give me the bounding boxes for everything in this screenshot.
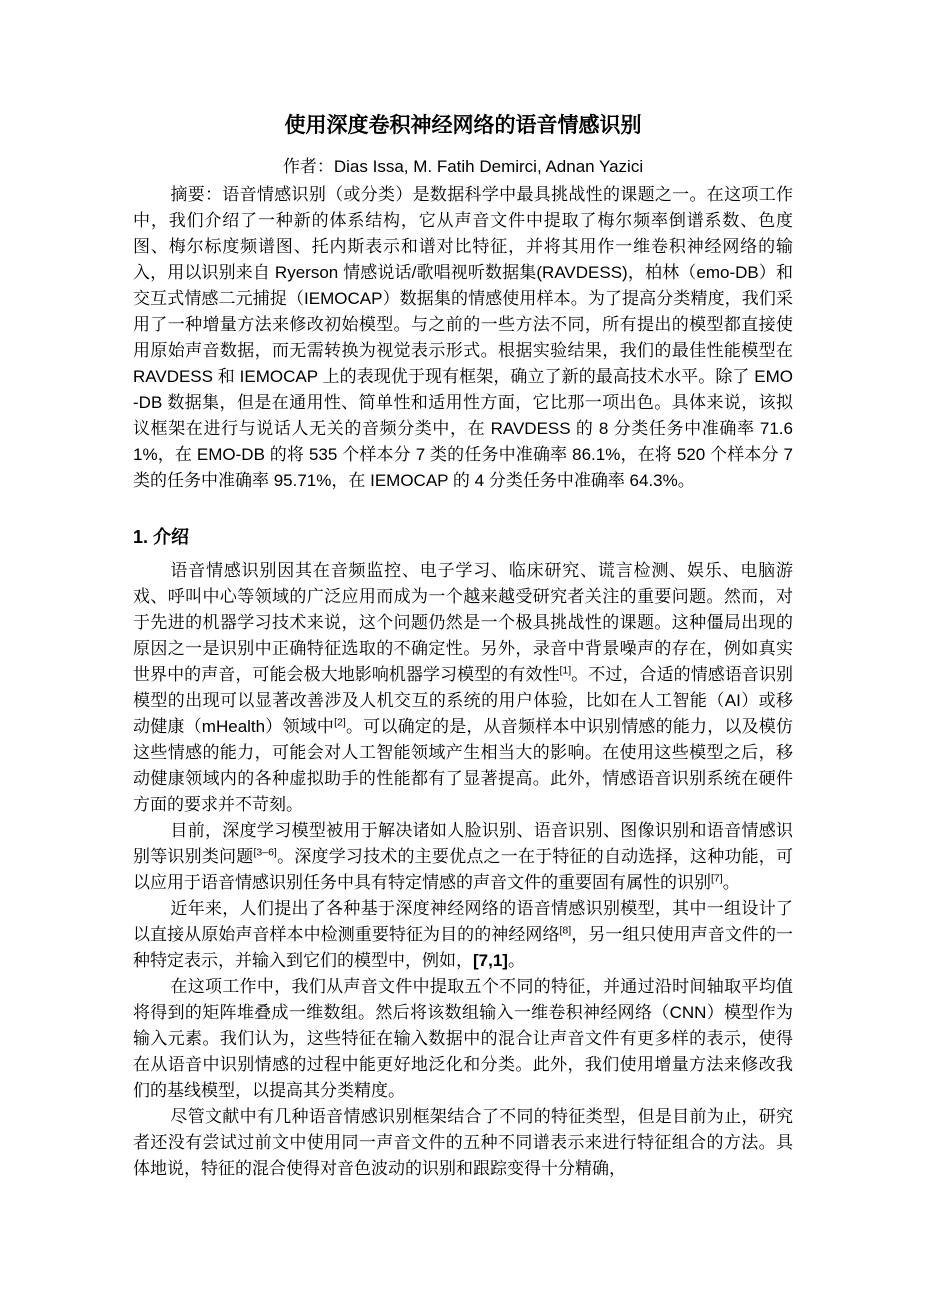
authors-line: 作者：Dias Issa, M. Fatih Demirci, Adnan Yazici <box>282 157 644 176</box>
paper-title: 使用深度卷积神经网络的语音情感识别 <box>284 114 642 137</box>
abstract-paragraph: 摘要：语音情感识别（或分类）是数据科学中最具挑战性的课题之一。在这项工作中，我们介绍了一种新的体系结构，它从声音文件中提取了梅尔频率倒谱系数、色度图、梅尔标度频谱图、托内斯表示和谱对比特征，并将其用作一维卷积神经网络的输入，用以识别来自 Ryerson 情感说话/歌唱视听数据集(RAVDESS)，柏林（emo-DB）和交互式情感二元捕捉（IEMOCAP）数据集的情感使用样本。为了提高分类精度，我们采用了一种增量方法来修改初始模型。与之前的一些方法不同，所有提出的模型都直接使用原始声音数据，而无需转换为视觉表示形式。根据实验结果，我们的最佳性能模型在 RAVDESS 和 IEMOCAP 上的表现优于现有框架，确立了新的最高技术水平。除了 EMO-DB 数据集，但是在通用性、简单性和适用性方面，它比那一项出色。具体来说，该拟议框架在进行与说话人无关的音频分类中，在 RAVDESS 的 8 分类任务中准确率 71.61%，在 EMO-DB 的将 535 个样本分 7 类的任务中准确率 86.1%，在将 520 个样本分 7 类的任务中准确率 95.71%，在 IEMOCAP 的 4 分类任务中准确率 64.3%。 <box>133 185 793 490</box>
intro-paragraph-2: 目前，深度学习模型被用于解决诸如人脸识别、语音识别、图像识别和语音情感识别等识别类问题[3–6]。深度学习技术的主要优点之一在于特征的自动选择，这种功能，可以应用于语音情感识别任务中具有特定情感的声音文件的重要固有属性的识别[7]。 <box>133 821 794 892</box>
intro-paragraph-5: 尽管文献中有几种语音情感识别框架结合了不同的特征类型，但是目前为止，研究者还没有尝试过前文中使用同一声音文件的五种不同谱表示来进行特征组合的方法。具体地说，特征的混合使得对音色波动的识别和跟踪变得十分精确， <box>133 1107 793 1178</box>
intro-paragraph-3: 近年来，人们提出了各种基于深度神经网络的语音情感识别模型，其中一组设计了以直接从原始声音样本中检测重要特征为目的的神经网络[8]，另一组只使用声音文件的一种特定表示，并输入到它们的模型中，例如，[7,1]。 <box>133 899 793 970</box>
intro-paragraph-1: 语音情感识别因其在音频监控、电子学习、临床研究、谎言检测、娱乐、电脑游戏、呼叫中心等领域的广泛应用而成为一个越来越受研究者关注的重要问题。然而，对于先进的机器学习技术来说，这个问题仍然是一个极具挑战性的课题。这种僵局出现的原因之一是识别中正确特征选取的不确定性。另外，录音中背景噪声的存在，例如真实世界中的声音，可能会极大地影响机器学习模型的有效性[1]。不过，合适的情感语音识别模型的出现可以显著改善涉及人机交互的系统的用户体验，比如在人工智能（AI）或移动健康（mHealth）领域中[2]。可以确定的是，从音频样本中识别情感的能力，以及模仿这些情感的能力，可能会对人工智能领域产生相当大的影响。在使用这些模型之后，移动健康领域内的各种虚拟助手的性能都有了显著提高。此外，情感语音识别系统在硬件方面的要求并不苛刻。 <box>133 561 793 814</box>
intro-paragraph-4: 在这项工作中，我们从声音文件中提取五个不同的特征，并通过沿时间轴取平均值将得到的矩阵堆叠成一维数组。然后将该数组输入一维卷积神经网络（CNN）模型作为输入元素。我们认为，这些特征在输入数据中的混合让声音文件有更多样的表示，使得在从语音中识别情感的过程中能更好地泛化和分类。此外，我们使用增量方法来修改我们的基线模型，以提高其分类精度。 <box>133 977 793 1100</box>
section-introduction-body <box>133 558 793 1182</box>
section-heading-introduction: 1. 介绍 <box>133 527 190 547</box>
